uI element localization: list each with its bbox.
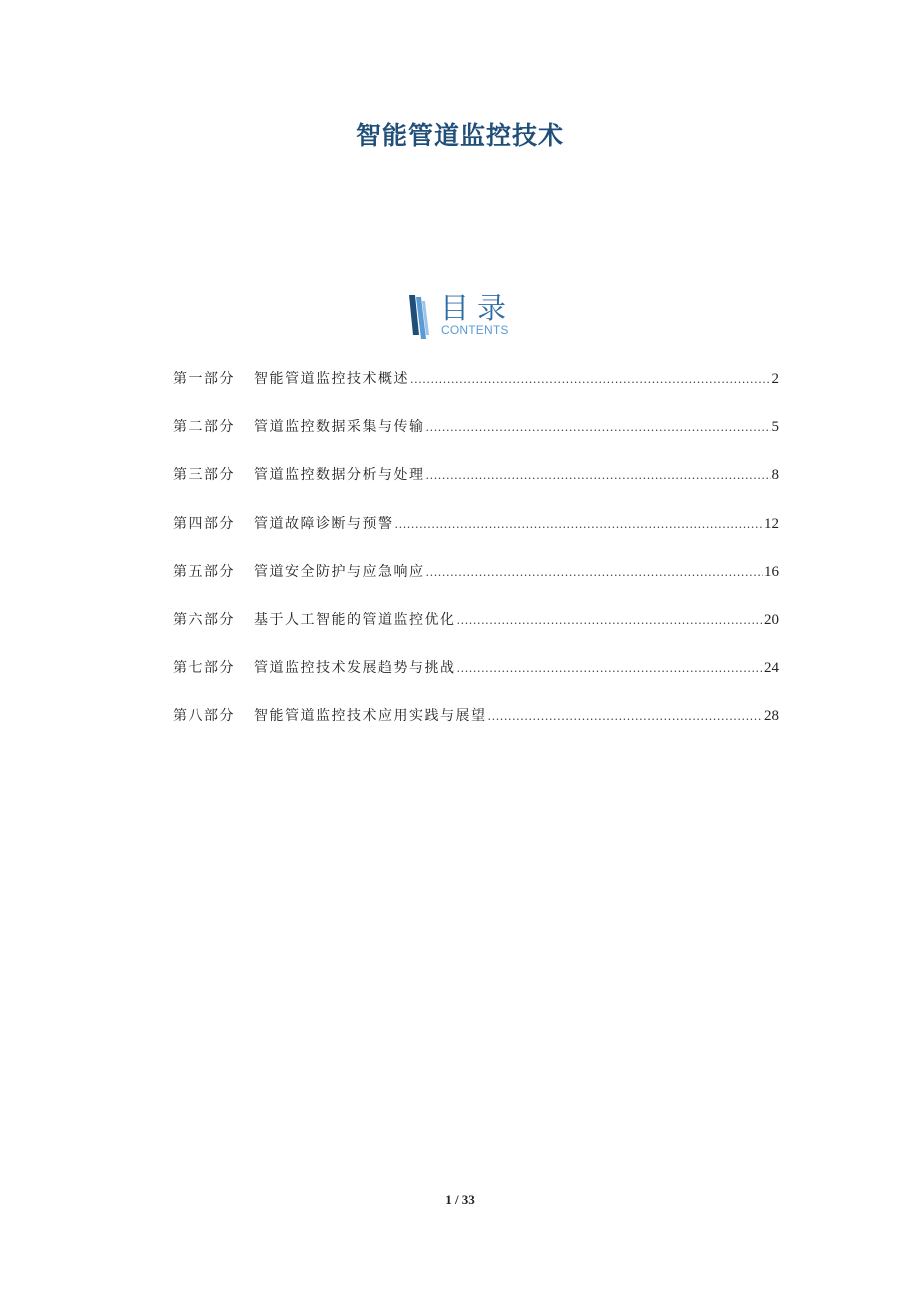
toc-entry-part-label: 第三部分	[173, 467, 235, 484]
toc-entry-part-1[interactable]	[173, 368, 779, 416]
toc-header	[408, 292, 528, 340]
table-of-contents	[173, 368, 779, 754]
toc-entry-part-label: 第七部分	[173, 660, 235, 677]
toc-dot-leader	[488, 710, 764, 723]
toc-entry-part-3[interactable]	[173, 464, 779, 512]
toc-entry-title: 管道安全防护与应急响应	[254, 563, 425, 580]
toc-entry-part-label: 第四部分	[173, 515, 235, 532]
toc-dot-leader	[426, 469, 771, 482]
toc-entry-part-label: 第二部分	[173, 419, 235, 436]
toc-entry-part-7[interactable]	[173, 657, 779, 705]
toc-entry-part-label: 第一部分	[173, 371, 235, 387]
toc-entry-part-5[interactable]	[173, 561, 779, 609]
toc-dot-leader	[426, 566, 764, 579]
toc-entry-page-number: 8	[771, 467, 779, 484]
toc-entry-title: 智能管道监控技术概述	[254, 371, 409, 387]
toc-heading: 目录	[440, 291, 515, 325]
toc-dot-leader	[457, 614, 764, 627]
toc-entry-title: 管道监控数据分析与处理	[254, 467, 425, 484]
toc-entry-part-label: 第六部分	[173, 611, 235, 628]
toc-entry-title: 智能管道监控技术应用实践与展望	[254, 708, 487, 725]
toc-entry-part-2[interactable]	[173, 416, 779, 464]
toc-entry-page-number: 2	[771, 371, 779, 387]
toc-entry-page-number: 16	[764, 563, 779, 580]
toc-dot-leader	[457, 662, 764, 675]
document-title: 智能管道监控技术	[355, 121, 564, 150]
toc-entry-page-number: 24	[764, 660, 779, 677]
toc-entry-part-8[interactable]	[173, 705, 779, 753]
toc-entry-title: 基于人工智能的管道监控优化	[254, 611, 456, 628]
toc-entry-title: 管道监控数据采集与传输	[254, 419, 425, 436]
toc-dot-leader	[410, 373, 771, 386]
toc-dot-leader	[395, 518, 764, 531]
toc-entry-part-6[interactable]	[173, 609, 779, 657]
toc-subheading: CONTENTS	[441, 323, 509, 337]
toc-book-icon	[408, 295, 430, 339]
toc-dot-leader	[426, 421, 771, 434]
toc-entry-part-label: 第八部分	[173, 708, 235, 725]
toc-entry-page-number: 28	[764, 708, 779, 725]
toc-entry-part-4[interactable]	[173, 513, 779, 561]
toc-entry-page-number: 20	[764, 611, 779, 628]
toc-entry-page-number: 12	[764, 515, 779, 532]
toc-entry-title: 管道监控技术发展趋势与挑战	[254, 660, 456, 677]
toc-entry-part-label: 第五部分	[173, 563, 235, 580]
toc-entry-page-number: 5	[771, 419, 779, 436]
page-number-footer: 1 / 33	[445, 1192, 475, 1207]
toc-entry-title: 管道故障诊断与预警	[254, 515, 394, 532]
